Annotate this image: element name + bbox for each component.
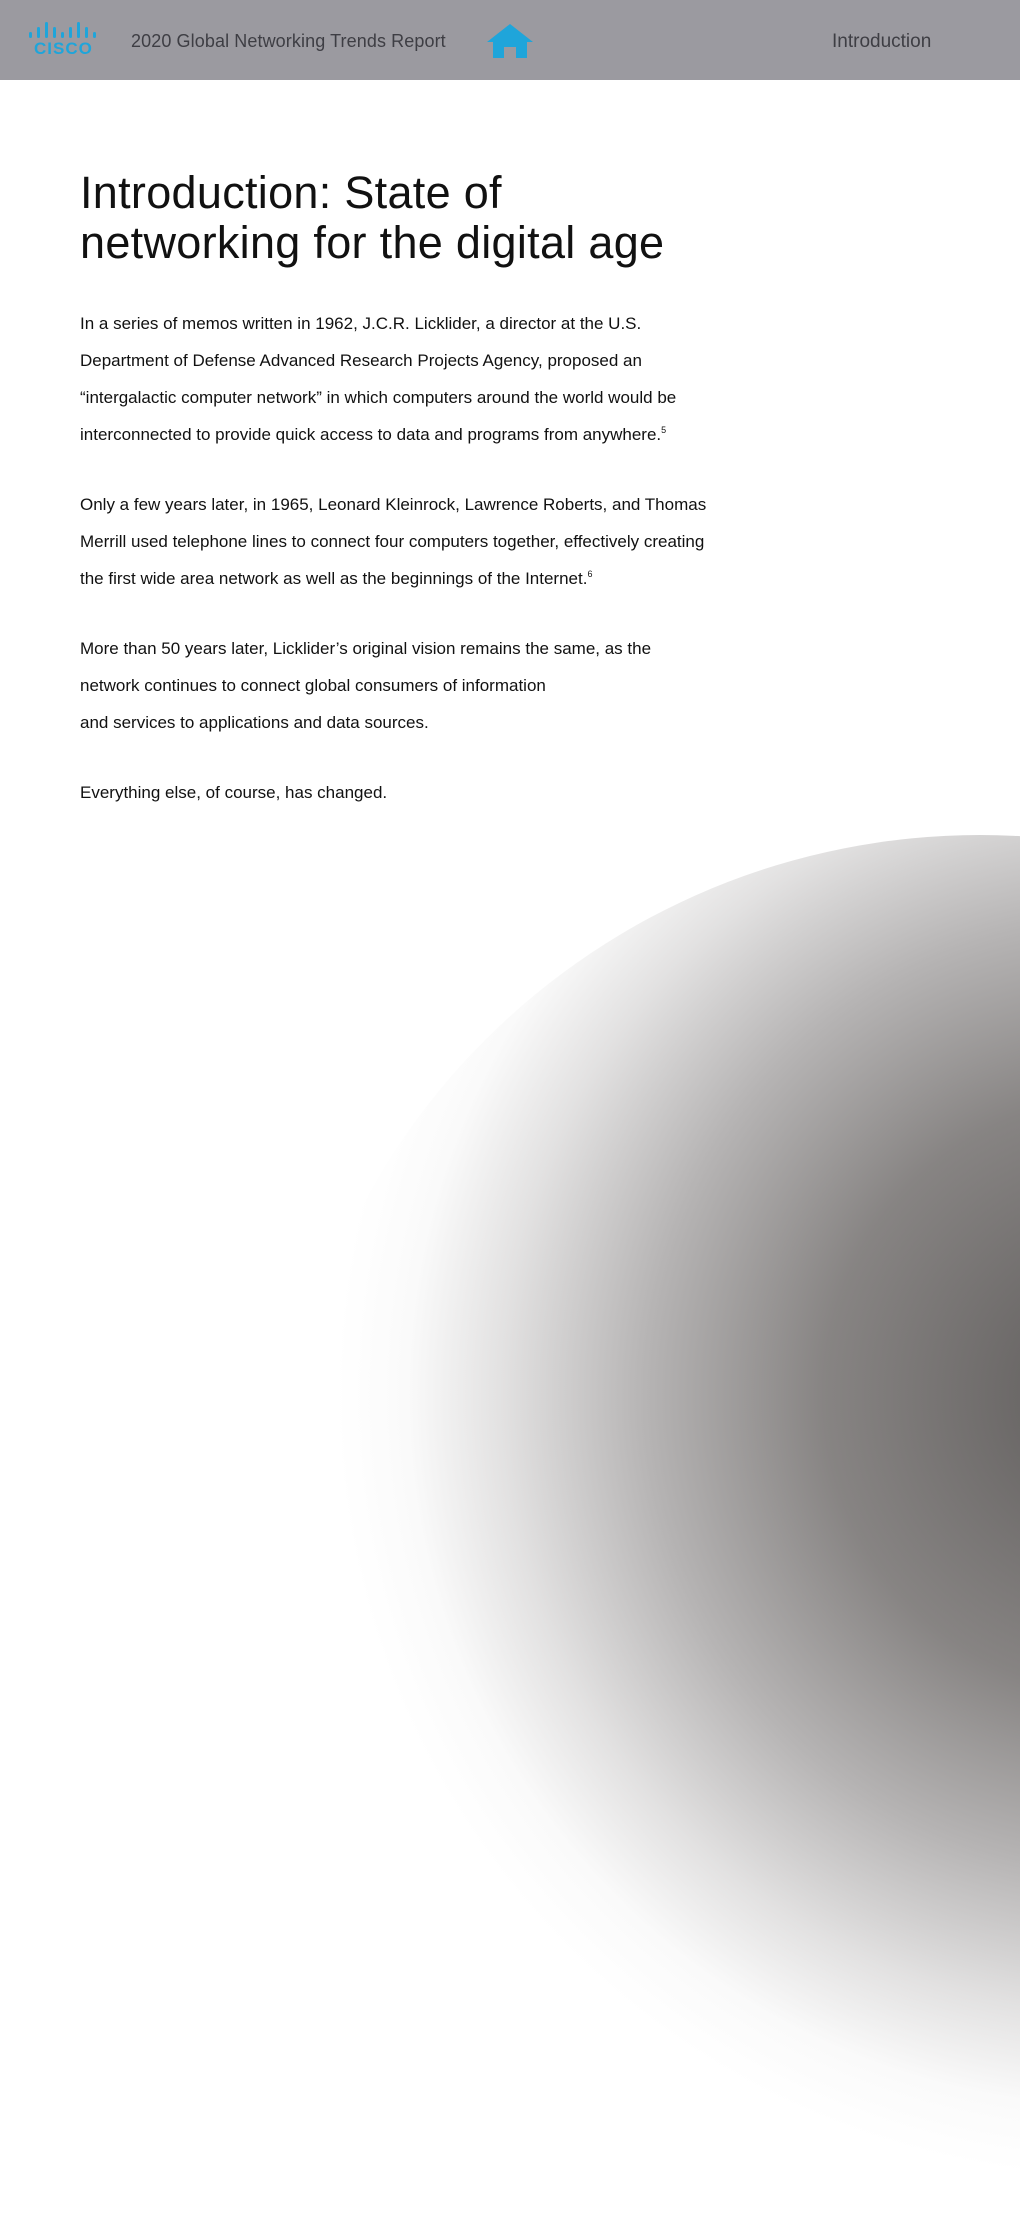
paragraph-3 [80, 630, 780, 741]
section-link-introduction[interactable]: Introduction [832, 31, 932, 52]
text-line: the first wide area network as well as the beginnings of the Internet. [80, 569, 588, 588]
page-title [80, 168, 780, 268]
text-line: “intergalactic computer network” in which computers around the world would be [80, 388, 677, 407]
text-line: Everything else, of course, has changed. [80, 783, 388, 802]
logo-wordmark: CISCO [34, 39, 93, 58]
page-title-line-2: networking for the digital age [80, 217, 665, 268]
page-title-line-1: Introduction: State of [80, 167, 502, 218]
report-title: 2020 Global Networking Trends Report [131, 31, 446, 51]
cisco-logo[interactable] [28, 22, 96, 60]
home-icon[interactable] [485, 22, 535, 60]
footnote-ref[interactable]: 5 [661, 425, 667, 435]
text-line: More than 50 years later, Licklider’s original vision remains the same, as the [80, 639, 652, 658]
footnote-ref[interactable]: 6 [587, 569, 593, 579]
paragraph-2 [80, 486, 780, 597]
body-text [80, 305, 780, 844]
text-line: Only a few years later, in 1965, Leonard Kleinrock, Lawrence Roberts, and Thomas [80, 495, 707, 514]
decorative-gradient-sphere [280, 835, 1020, 2235]
text-line: and services to applications and data sources. [80, 713, 429, 732]
text-line: Merrill used telephone lines to connect four computers together, effectively creating [80, 532, 705, 551]
text-line: interconnected to provide quick access to data and programs from anywhere. [80, 425, 662, 444]
text-line: network continues to connect global consumers of information [80, 676, 546, 695]
text-line: In a series of memos written in 1962, J.C.R. Licklider, a director at the U.S. [80, 314, 642, 333]
paragraph-4 [80, 774, 780, 811]
page-header [0, 0, 1020, 80]
text-line: Department of Defense Advanced Research Projects Agency, proposed an [80, 351, 642, 370]
paragraph-1 [80, 305, 780, 453]
